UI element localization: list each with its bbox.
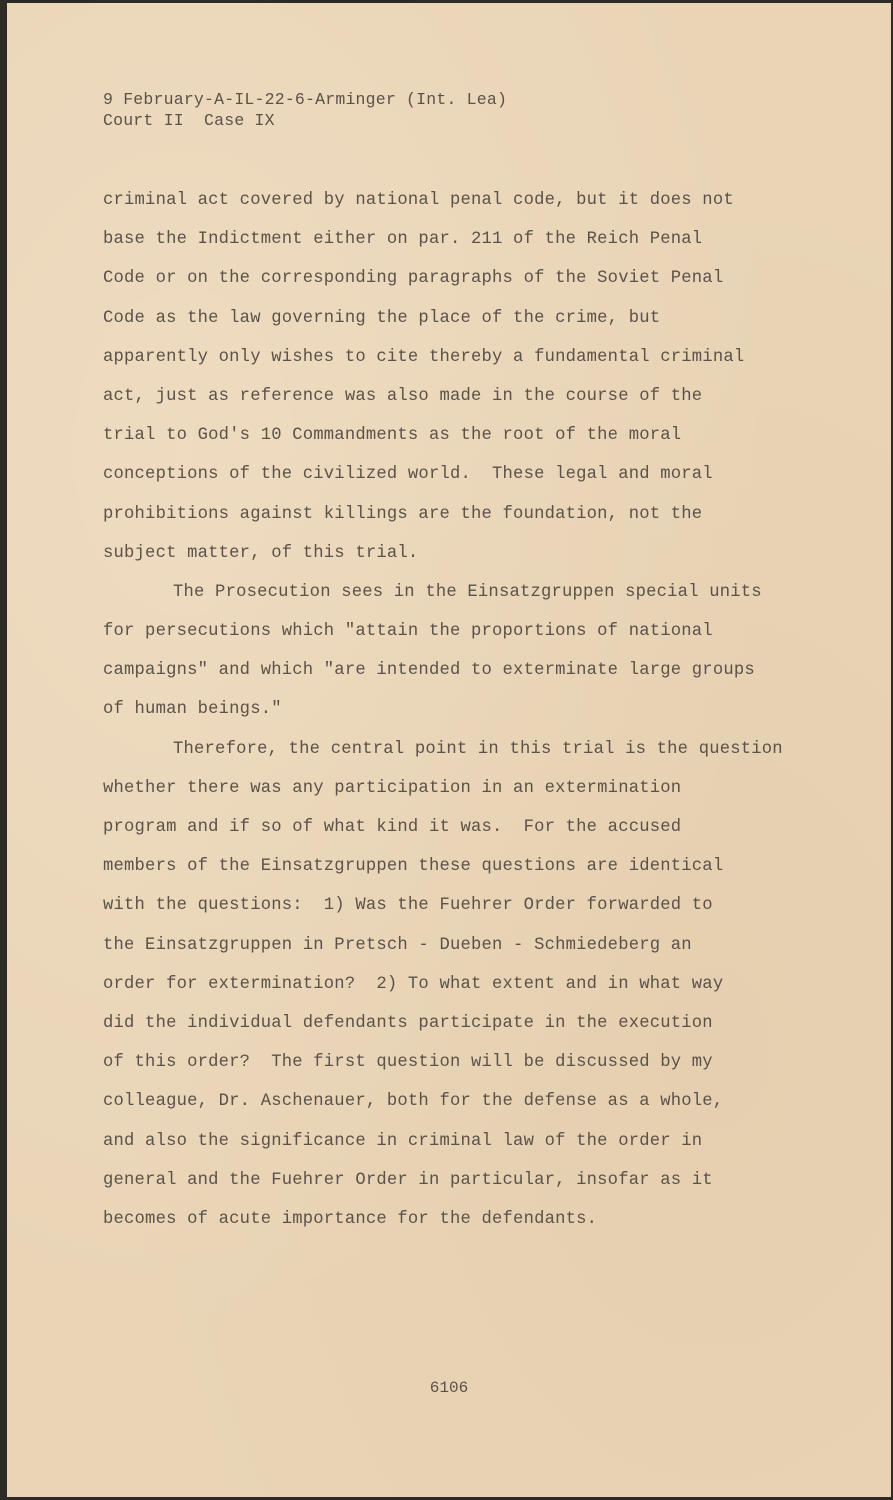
text-line: for persecutions which "attain the proportions of national: [103, 622, 713, 642]
text-line: general and the Fuehrer Order in particular, insofar as it: [103, 1170, 713, 1190]
text-line: Code or on the corresponding paragraphs of the Soviet Penal: [103, 269, 724, 289]
text-line: becomes of acute importance for the defendants.: [103, 1209, 598, 1229]
text-line: the Einsatzgruppen in Pretsch - Dueben - Schmiedeberg an: [103, 935, 692, 955]
text-line: apparently only wishes to cite thereby a fundamental criminal: [103, 347, 745, 367]
text-line: of human beings.": [103, 700, 282, 720]
text-line: trial to God's 10 Commandments as the root of the moral: [103, 426, 682, 446]
text-line: prohibitions against killings are the foundation, not the: [103, 504, 703, 524]
text-line: with the questions: 1) Was the Fuehrer Order forwarded to: [103, 896, 713, 916]
text-line: conceptions of the civilized world. These legal and moral: [103, 465, 713, 485]
header-line-2: Court II Case IX: [103, 111, 275, 130]
text-line: Code as the law governing the place of the crime, but: [103, 308, 661, 328]
document-header: [103, 89, 507, 131]
header-line-1: 9 February-A-IL-22-6-Arminger (Int. Lea): [103, 90, 508, 109]
text-line: members of the Einsatzgruppen these questions are identical: [103, 857, 724, 877]
page-number: 6106: [429, 1379, 469, 1397]
document-body: [103, 189, 783, 1247]
text-line: and also the significance in criminal law of the order in: [103, 1131, 703, 1151]
text-line: criminal act covered by national penal code, but it does not: [103, 191, 734, 210]
text-line: base the Indictment either on par. 211 of the Reich Penal: [103, 230, 703, 250]
text-line: of this order? The first question will be discussed by my: [103, 1053, 713, 1073]
text-line: campaigns" and which "are intended to exterminate large groups: [103, 661, 755, 681]
text-line: program and if so of what kind it was. For the accused: [103, 818, 682, 837]
document-page: [7, 3, 891, 1497]
text-line: order for extermination? 2) To what extent and in what way: [103, 974, 724, 994]
text-line: whether there was any participation in an extermination: [103, 778, 682, 798]
text-line: colleague, Dr. Aschenauer, both for the defense as a whole,: [103, 1092, 724, 1112]
text-line: subject matter, of this trial.: [103, 543, 419, 563]
text-line: act, just as reference was also made in the course of the: [103, 386, 703, 406]
text-line: did the individual defendants participate in the execution: [103, 1013, 713, 1033]
text-line: Therefore, the central point in this trial is the question: [173, 739, 783, 759]
text-line: The Prosecution sees in the Einsatzgruppen special units: [173, 582, 762, 602]
